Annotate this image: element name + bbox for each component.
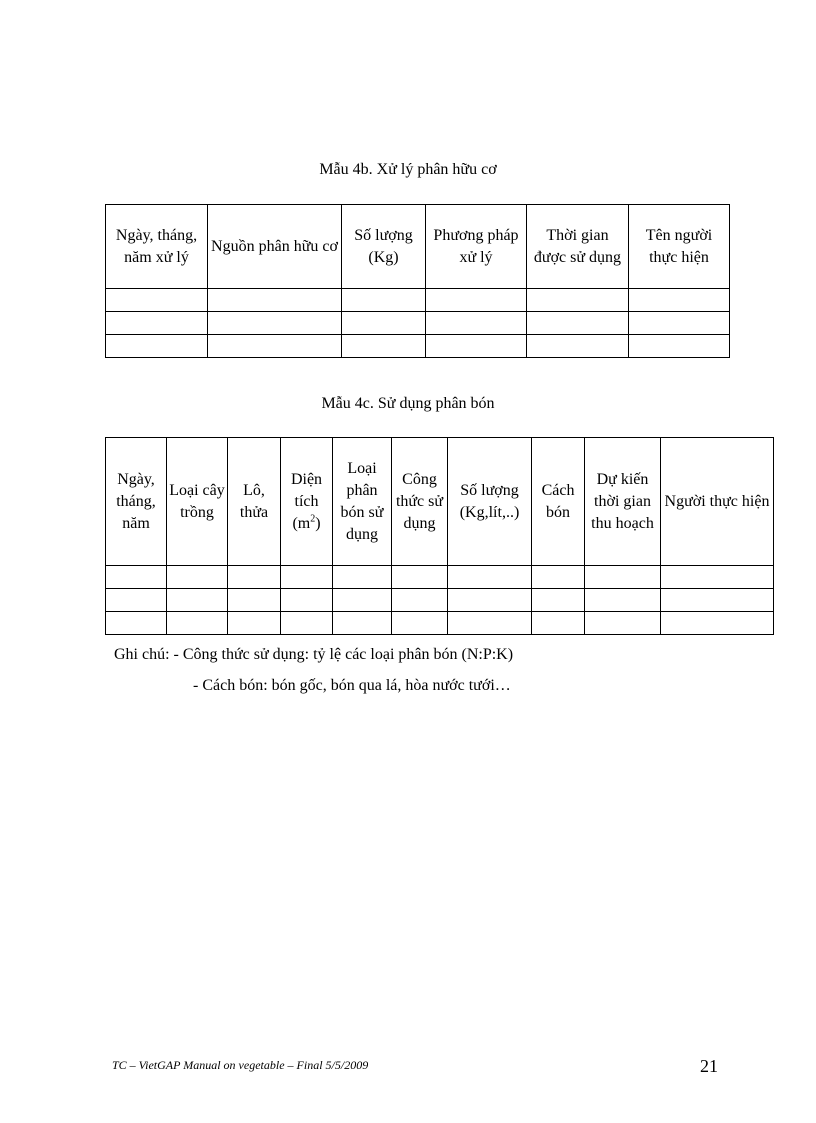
table-row <box>106 335 730 358</box>
table-cell[interactable] <box>448 612 532 635</box>
footer-text: TC – VietGAP Manual on vegetable – Final 5/5/2009 <box>112 1058 369 1072</box>
table-cell[interactable] <box>585 566 661 589</box>
header-cell-source: Nguồn phân hữu cơ <box>208 205 342 289</box>
table-cell[interactable] <box>106 589 167 612</box>
table-cell[interactable] <box>333 589 392 612</box>
table-cell[interactable] <box>629 335 730 358</box>
table-cell[interactable] <box>532 589 585 612</box>
form-4b-caption: Mẫu 4b. Xử lý phân hữu cơ <box>319 161 497 178</box>
table-cell[interactable] <box>106 566 167 589</box>
table-cell[interactable] <box>585 589 661 612</box>
table-cell[interactable] <box>208 335 342 358</box>
header-cell-date: Ngày, tháng, năm <box>106 438 167 566</box>
header-cell-person: Tên người thực hiện <box>629 205 730 289</box>
table-row <box>106 612 774 635</box>
area-unit-base: (m <box>292 514 311 532</box>
table-cell[interactable] <box>585 612 661 635</box>
area-label: Diện tích <box>290 470 323 510</box>
table-cell[interactable] <box>208 289 342 312</box>
table-cell[interactable] <box>106 335 208 358</box>
table-cell[interactable] <box>392 612 448 635</box>
note-formula: Ghi chú: - Công thức sử dụng: tỷ lệ các loại phân bón (N:P:K) <box>114 646 514 663</box>
table-cell[interactable] <box>448 566 532 589</box>
table-row <box>106 289 730 312</box>
table-cell[interactable] <box>281 566 333 589</box>
table-cell[interactable] <box>661 589 774 612</box>
table-header-row <box>106 205 730 289</box>
table-row <box>106 566 774 589</box>
table-cell[interactable] <box>527 312 629 335</box>
header-cell-area <box>281 438 333 566</box>
header-cell-method: Cách bón <box>532 438 585 566</box>
table-cell[interactable] <box>527 335 629 358</box>
note-method: - Cách bón: bón gốc, bón qua lá, hòa nước tưới… <box>193 677 511 694</box>
table-cell[interactable] <box>208 312 342 335</box>
table-cell[interactable] <box>532 612 585 635</box>
table-cell[interactable] <box>532 566 585 589</box>
table-cell[interactable] <box>167 566 228 589</box>
table-cell[interactable] <box>333 612 392 635</box>
table-cell[interactable] <box>392 589 448 612</box>
table-cell[interactable] <box>228 589 281 612</box>
table-cell[interactable] <box>426 289 527 312</box>
table-cell[interactable] <box>629 312 730 335</box>
table-cell[interactable] <box>342 335 426 358</box>
header-cell-person: Người thực hiện <box>661 438 774 566</box>
form-4c-table <box>105 437 774 635</box>
header-cell-harvest-time: Dự kiến thời gian thu hoạch <box>585 438 661 566</box>
table-cell[interactable] <box>333 566 392 589</box>
table-cell[interactable] <box>426 312 527 335</box>
header-cell-date: Ngày, tháng, năm xử lý <box>106 205 208 289</box>
table-cell[interactable] <box>661 612 774 635</box>
form-4b-table <box>105 204 730 358</box>
area-unit-exponent: 2 <box>310 513 316 525</box>
table-header-row <box>106 438 774 566</box>
header-cell-crop: Loại cây trồng <box>167 438 228 566</box>
table-cell[interactable] <box>661 566 774 589</box>
table-cell[interactable] <box>426 335 527 358</box>
table-cell[interactable] <box>342 312 426 335</box>
header-cell-method: Phương pháp xử lý <box>426 205 527 289</box>
table-cell[interactable] <box>281 589 333 612</box>
header-cell-usable-time: Thời gian được sử dụng <box>527 205 629 289</box>
header-cell-quantity: Số lượng (Kg,lít,..) <box>448 438 532 566</box>
header-cell-fertilizer-type: Loại phân bón sử dụng <box>333 438 392 566</box>
page-number: 21 <box>700 1056 718 1076</box>
table-cell[interactable] <box>281 612 333 635</box>
table-cell[interactable] <box>106 312 208 335</box>
table-row <box>106 589 774 612</box>
table-cell[interactable] <box>167 612 228 635</box>
header-cell-quantity: Số lượng (Kg) <box>342 205 426 289</box>
table-cell[interactable] <box>228 612 281 635</box>
table-cell[interactable] <box>392 566 448 589</box>
table-cell[interactable] <box>106 289 208 312</box>
table-cell[interactable] <box>167 589 228 612</box>
table-cell[interactable] <box>106 612 167 635</box>
form-4c-caption: Mẫu 4c. Sử dụng phân bón <box>321 395 495 412</box>
table-cell[interactable] <box>629 289 730 312</box>
area-unit-close: ) <box>315 514 321 532</box>
header-cell-plot: Lô, thửa <box>228 438 281 566</box>
table-cell[interactable] <box>448 589 532 612</box>
table-cell[interactable] <box>527 289 629 312</box>
table-cell[interactable] <box>342 289 426 312</box>
table-row <box>106 312 730 335</box>
header-cell-formula: Công thức sử dụng <box>392 438 448 566</box>
table-cell[interactable] <box>228 566 281 589</box>
